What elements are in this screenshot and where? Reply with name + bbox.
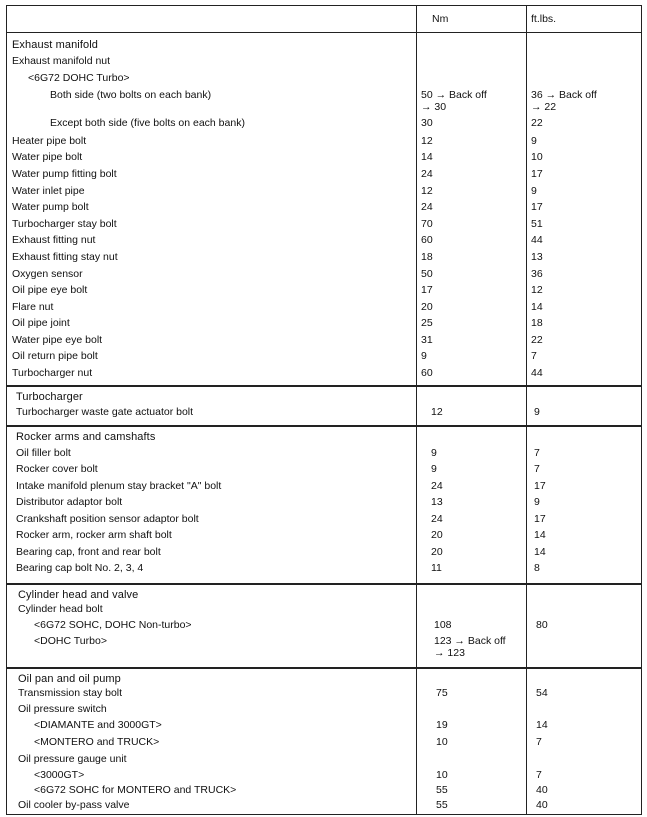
row-desc: Exhaust manifold — [12, 39, 98, 51]
row-nm: 20 — [431, 546, 443, 558]
row-ft: 17 — [534, 513, 546, 525]
row-desc: <3000GT> — [34, 769, 85, 781]
row-ft: 7 — [536, 736, 542, 748]
row-ft: 9 — [531, 185, 537, 197]
row-desc: Turbocharger waste gate actuator bolt — [16, 406, 194, 418]
table-border-bottom — [6, 814, 642, 815]
row-nm: 75 — [436, 687, 448, 699]
row-nm: → 30 — [421, 101, 447, 113]
column-header-nm: Nm — [432, 13, 449, 25]
row-ft: 14 — [531, 301, 543, 313]
row-desc: <6G72 SOHC for MONTERO and TRUCK> — [34, 784, 237, 796]
row-desc: Bearing cap, front and rear bolt — [16, 546, 161, 558]
row-nm: 12 — [431, 406, 443, 418]
row-nm: 10 — [436, 736, 448, 748]
row-desc: Rocker arm, rocker arm shaft bolt — [16, 529, 172, 541]
row-desc: Oil filler bolt — [16, 447, 71, 459]
row-desc: Rocker cover bolt — [16, 463, 98, 475]
section-divider — [6, 425, 642, 427]
row-nm: 9 — [431, 447, 437, 459]
row-ft: 22 — [531, 117, 543, 129]
row-ft: → 22 — [531, 101, 557, 113]
row-desc: Rocker arms and camshafts — [16, 431, 156, 443]
row-desc: Turbocharger stay bolt — [12, 218, 117, 230]
row-nm: 31 — [421, 334, 433, 346]
row-ft: 80 — [536, 619, 548, 631]
row-ft: 13 — [531, 251, 543, 263]
row-nm: 18 — [421, 251, 433, 263]
row-nm: 60 — [421, 234, 433, 246]
row-desc: Water pipe bolt — [12, 151, 83, 163]
torque-spec-table — [6, 5, 642, 815]
header-divider — [6, 32, 642, 33]
row-desc: Transmission stay bolt — [18, 687, 123, 699]
row-ft: 17 — [534, 480, 546, 492]
row-nm: 24 — [431, 513, 443, 525]
row-desc: Water pipe eye bolt — [12, 334, 103, 346]
row-desc: Oil pressure switch — [18, 703, 107, 715]
row-nm: 108 — [434, 619, 452, 631]
row-nm: 60 — [421, 367, 433, 379]
section-divider — [6, 385, 642, 387]
row-ft: 7 — [536, 769, 542, 781]
row-ft: 54 — [536, 687, 548, 699]
row-nm: 30 — [421, 117, 433, 129]
row-ft: 40 — [536, 799, 548, 811]
row-nm: 19 — [436, 719, 448, 731]
row-desc: Cylinder head and valve — [18, 589, 139, 601]
row-nm: 123 → Back off — [434, 635, 506, 647]
row-ft: 10 — [531, 151, 543, 163]
row-desc: Cylinder head bolt — [18, 603, 103, 615]
row-ft: 17 — [531, 201, 543, 213]
row-ft: 44 — [531, 234, 543, 246]
row-ft: 17 — [531, 168, 543, 180]
row-nm: 20 — [421, 301, 433, 313]
row-ft: 9 — [531, 135, 537, 147]
row-desc: Oil pipe joint — [12, 317, 70, 329]
row-nm: 10 — [436, 769, 448, 781]
row-nm: 9 — [431, 463, 437, 475]
row-nm: 24 — [421, 201, 433, 213]
row-nm: 50 — [421, 268, 433, 280]
row-desc: Oxygen sensor — [12, 268, 83, 280]
row-desc: Crankshaft position sensor adaptor bolt — [16, 513, 199, 525]
row-desc: Heater pipe bolt — [12, 135, 87, 147]
row-desc: Oil pipe eye bolt — [12, 284, 88, 296]
row-ft: 36 → Back off — [531, 89, 597, 101]
row-ft: 7 — [534, 463, 540, 475]
row-nm: 13 — [431, 496, 443, 508]
row-nm: → 123 — [434, 647, 465, 659]
row-nm: 17 — [421, 284, 433, 296]
row-desc: <6G72 SOHC, DOHC Non-turbo> — [34, 619, 192, 631]
row-desc: Both side (two bolts on each bank) — [50, 89, 212, 101]
row-ft: 18 — [531, 317, 543, 329]
row-desc: Intake manifold plenum stay bracket "A" bolt — [16, 480, 222, 492]
row-ft: 9 — [534, 406, 540, 418]
row-desc: Water pump bolt — [12, 201, 89, 213]
row-desc: Bearing cap bolt No. 2, 3, 4 — [16, 562, 144, 574]
row-ft: 44 — [531, 367, 543, 379]
row-desc: <DOHC Turbo> — [34, 635, 107, 647]
row-nm: 70 — [421, 218, 433, 230]
row-ft: 9 — [534, 496, 540, 508]
row-nm: 24 — [421, 168, 433, 180]
row-nm: 50 → Back off — [421, 89, 487, 101]
row-desc: Oil pan and oil pump — [18, 673, 121, 685]
table-border-right — [641, 5, 642, 815]
row-desc: <MONTERO and TRUCK> — [34, 736, 160, 748]
row-ft: 12 — [531, 284, 543, 296]
table-border-left — [6, 5, 7, 815]
column-header-ft: ft.lbs. — [531, 13, 557, 25]
row-nm: 20 — [431, 529, 443, 541]
row-nm: 14 — [421, 151, 433, 163]
row-desc: Exhaust manifold nut — [12, 55, 111, 67]
row-ft: 14 — [534, 546, 546, 558]
table-border-top — [6, 5, 642, 6]
row-desc: Flare nut — [12, 301, 54, 313]
row-ft: 40 — [536, 784, 548, 796]
row-ft: 22 — [531, 334, 543, 346]
row-desc: Except both side (five bolts on each bank) — [50, 117, 245, 129]
row-desc: <6G72 DOHC Turbo> — [28, 72, 130, 84]
row-nm: 25 — [421, 317, 433, 329]
row-ft: 7 — [531, 350, 537, 362]
row-ft: 36 — [531, 268, 543, 280]
row-nm: 55 — [436, 799, 448, 811]
row-ft: 7 — [534, 447, 540, 459]
row-desc: Turbocharger — [16, 391, 83, 403]
row-nm: 24 — [431, 480, 443, 492]
row-desc: Oil pressure gauge unit — [18, 753, 127, 765]
row-desc: Exhaust fitting nut — [12, 234, 96, 246]
section-divider — [6, 583, 642, 585]
row-ft: 8 — [534, 562, 540, 574]
row-nm: 11 — [431, 562, 442, 574]
row-nm: 12 — [421, 185, 433, 197]
row-nm: 9 — [421, 350, 427, 362]
row-ft: 14 — [534, 529, 546, 541]
row-desc: Oil return pipe bolt — [12, 350, 98, 362]
row-desc: Water inlet pipe — [12, 185, 85, 197]
row-ft: 51 — [531, 218, 543, 230]
row-desc: Turbocharger nut — [12, 367, 93, 379]
section-divider — [6, 667, 642, 669]
row-nm: 12 — [421, 135, 433, 147]
row-desc: <DIAMANTE and 3000GT> — [34, 719, 162, 731]
row-ft: 14 — [536, 719, 548, 731]
row-nm: 55 — [436, 784, 448, 796]
row-desc: Exhaust fitting stay nut — [12, 251, 118, 263]
row-desc: Water pump fitting bolt — [12, 168, 117, 180]
row-desc: Oil cooler by-pass valve — [18, 799, 130, 811]
row-desc: Distributor adaptor bolt — [16, 496, 123, 508]
